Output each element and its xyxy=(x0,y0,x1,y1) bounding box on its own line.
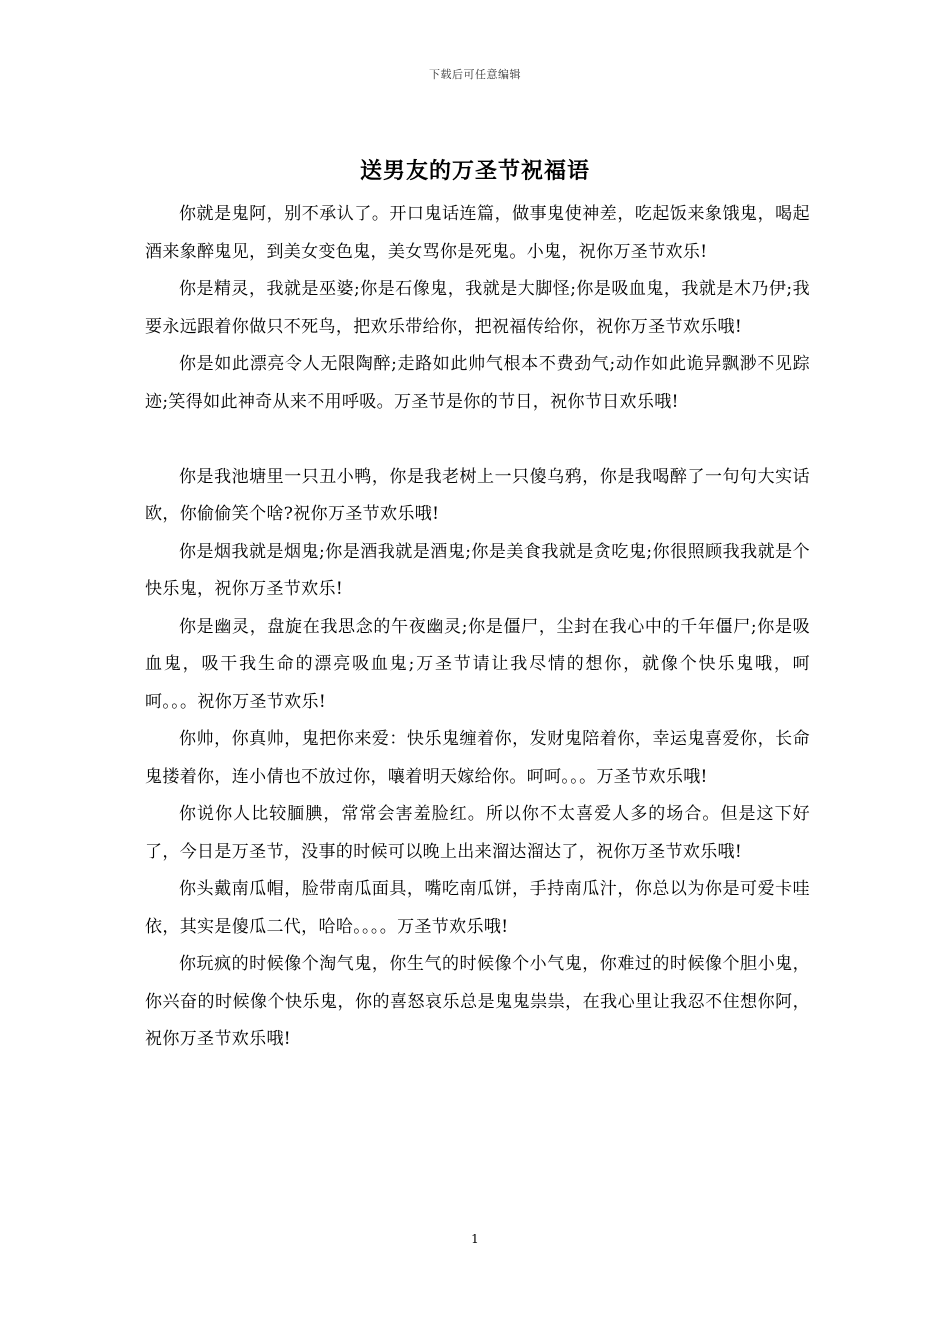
paragraph: 你头戴南瓜帽，脸带南瓜面具，嘴吃南瓜饼，手持南瓜汁，你总以为你是可爱卡哇依，其实是傻瓜二代，哈哈。。。。万圣节欢乐哦! xyxy=(145,879,810,937)
page-header: 下载后可任意编辑 xyxy=(429,68,521,81)
page-number: 1 xyxy=(471,1232,479,1246)
paragraph: 你玩疯的时候像个淘气鬼，你生气的时候像个小气鬼，你难过的时候像个胆小鬼，你兴奋的时候像个快乐鬼，你的喜怒哀乐总是鬼鬼祟祟，在我心里让我忍不住想你阿，祝你万圣节欢乐哦! xyxy=(145,954,810,1049)
document-title: 送男友的万圣节祝福语 xyxy=(359,158,590,184)
paragraph: 你帅，你真帅，鬼把你来爱：快乐鬼缠着你，发财鬼陪着你，幸运鬼喜爱你，长命鬼搂着你，连小倩也不放过你，嚷着明天嫁给你。呵呵。。。万圣节欢乐哦! xyxy=(145,729,810,787)
paragraph: 你是精灵，我就是巫婆;你是石像鬼，我就是大脚怪;你是吸血鬼，我就是木乃伊;我要永远跟着你做只不死鸟，把欢乐带给你，把祝福传给你，祝你万圣节欢乐哦! xyxy=(145,279,810,337)
paragraph: 你是我池塘里一只丑小鸭，你是我老树上一只傻乌鸦，你是我喝醉了一句句大实话欧，你偷偷笑个啥?祝你万圣节欢乐哦! xyxy=(145,466,810,524)
paragraph: 你是如此漂亮令人无限陶醉;走路如此帅气根本不费劲气;动作如此诡异飘渺不见踪迹;笑得如此神奇从来不用呼吸。万圣节是你的节日，祝你节日欢乐哦! xyxy=(145,354,810,412)
paragraph: 你就是鬼阿，别不承认了。开口鬼话连篇，做事鬼使神差，吃起饭来象饿鬼，喝起酒来象醉鬼见，到美女变色鬼，美女骂你是死鬼。小鬼，祝你万圣节欢乐! xyxy=(145,204,810,262)
paragraph: 你是烟我就是烟鬼;你是酒我就是酒鬼;你是美食我就是贪吃鬼;你很照顾我我就是个快乐鬼，祝你万圣节欢乐! xyxy=(145,541,810,599)
paragraph: 你说你人比较腼腆，常常会害羞脸红。所以你不太喜爱人多的场合。但是这下好了，今日是万圣节，没事的时候可以晚上出来溜达溜达了，祝你万圣节欢乐哦! xyxy=(145,804,810,862)
document-body xyxy=(145,196,810,1059)
paragraph: 你是幽灵，盘旋在我思念的午夜幽灵;你是僵尸，尘封在我心中的千年僵尸;你是吸血鬼，吸干我生命的漂亮吸血鬼;万圣节请让我尽情的想你，就像个快乐鬼哦，呵呵。。。祝你万圣节欢乐! xyxy=(145,616,810,712)
